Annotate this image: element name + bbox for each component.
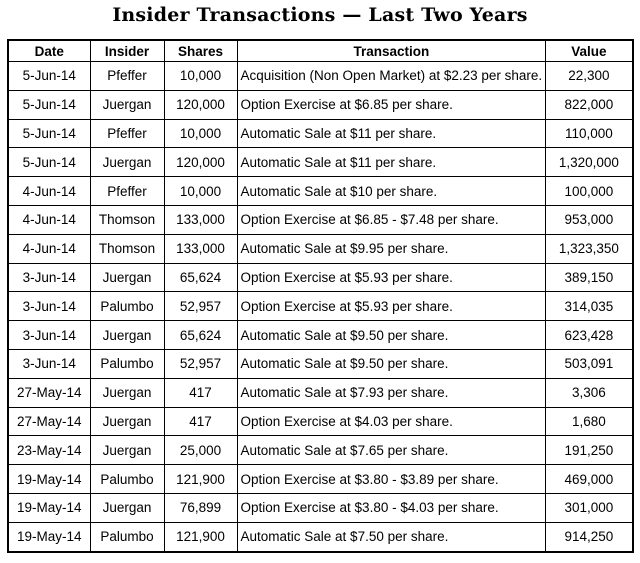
cell-transaction: Option Exercise at $5.93 per share. xyxy=(237,292,546,321)
cell-insider: Juergan xyxy=(90,436,164,465)
cell-insider: Palumbo xyxy=(90,292,164,321)
cell-value: 503,091 xyxy=(546,349,633,378)
cell-shares: 52,957 xyxy=(164,349,237,378)
cell-transaction: Automatic Sale at $7.50 per share. xyxy=(237,522,546,551)
cell-shares: 52,957 xyxy=(164,292,237,321)
column-header-transaction: Transaction xyxy=(237,40,546,62)
cell-shares: 417 xyxy=(164,378,237,407)
cell-date: 5-Jun-14 xyxy=(8,90,90,119)
cell-shares: 120,000 xyxy=(164,90,237,119)
cell-transaction: Automatic Sale at $9.50 per share. xyxy=(237,321,546,350)
cell-date: 3-Jun-14 xyxy=(8,321,90,350)
cell-shares: 25,000 xyxy=(164,436,237,465)
cell-date: 5-Jun-14 xyxy=(8,119,90,148)
cell-transaction: Automatic Sale at $10 per share. xyxy=(237,177,546,206)
cell-insider: Thomson xyxy=(90,234,164,263)
cell-value: 469,000 xyxy=(546,465,633,494)
cell-shares: 10,000 xyxy=(164,177,237,206)
cell-transaction: Automatic Sale at $7.65 per share. xyxy=(237,436,546,465)
cell-transaction: Automatic Sale at $9.95 per share. xyxy=(237,234,546,263)
column-header-date: Date xyxy=(8,40,90,62)
cell-insider: Juergan xyxy=(90,90,164,119)
table-row xyxy=(8,493,633,522)
table-row xyxy=(8,465,633,494)
cell-value: 301,000 xyxy=(546,493,633,522)
cell-date: 27-May-14 xyxy=(8,407,90,436)
cell-date: 5-Jun-14 xyxy=(8,62,90,91)
table-body xyxy=(8,62,633,552)
cell-insider: Palumbo xyxy=(90,465,164,494)
table-row xyxy=(8,148,633,177)
cell-insider: Juergan xyxy=(90,378,164,407)
cell-insider: Juergan xyxy=(90,263,164,292)
cell-date: 19-May-14 xyxy=(8,493,90,522)
cell-date: 3-Jun-14 xyxy=(8,263,90,292)
cell-value: 1,680 xyxy=(546,407,633,436)
cell-shares: 133,000 xyxy=(164,205,237,234)
cell-insider: Juergan xyxy=(90,148,164,177)
cell-shares: 65,624 xyxy=(164,263,237,292)
cell-value: 100,000 xyxy=(546,177,633,206)
cell-shares: 10,000 xyxy=(164,62,237,91)
cell-insider: Palumbo xyxy=(90,349,164,378)
cell-shares: 76,899 xyxy=(164,493,237,522)
cell-date: 27-May-14 xyxy=(8,378,90,407)
cell-shares: 121,900 xyxy=(164,522,237,551)
cell-transaction: Option Exercise at $3.80 - $3.89 per share. xyxy=(237,465,546,494)
table-header-row xyxy=(8,40,633,62)
cell-insider: Juergan xyxy=(90,321,164,350)
table-row xyxy=(8,407,633,436)
cell-transaction: Option Exercise at $6.85 - $7.48 per share. xyxy=(237,205,546,234)
cell-transaction: Acquisition (Non Open Market) at $2.23 per share. xyxy=(237,62,546,91)
cell-insider: Pfeffer xyxy=(90,119,164,148)
table-row xyxy=(8,349,633,378)
column-header-insider: Insider xyxy=(90,40,164,62)
cell-shares: 417 xyxy=(164,407,237,436)
table-row xyxy=(8,263,633,292)
cell-value: 389,150 xyxy=(546,263,633,292)
cell-shares: 133,000 xyxy=(164,234,237,263)
table-row xyxy=(8,205,633,234)
cell-date: 4-Jun-14 xyxy=(8,205,90,234)
table-row xyxy=(8,292,633,321)
cell-date: 4-Jun-14 xyxy=(8,177,90,206)
cell-insider: Palumbo xyxy=(90,522,164,551)
cell-shares: 120,000 xyxy=(164,148,237,177)
cell-insider: Thomson xyxy=(90,205,164,234)
cell-transaction: Automatic Sale at $11 per share. xyxy=(237,148,546,177)
column-header-value: Value xyxy=(546,40,633,62)
table-row xyxy=(8,234,633,263)
cell-transaction: Option Exercise at $6.85 per share. xyxy=(237,90,546,119)
table-row xyxy=(8,378,633,407)
cell-value: 110,000 xyxy=(546,119,633,148)
cell-value: 1,323,350 xyxy=(546,234,633,263)
cell-date: 5-Jun-14 xyxy=(8,148,90,177)
cell-shares: 121,900 xyxy=(164,465,237,494)
cell-insider: Pfeffer xyxy=(90,177,164,206)
cell-date: 4-Jun-14 xyxy=(8,234,90,263)
cell-date: 3-Jun-14 xyxy=(8,292,90,321)
cell-shares: 65,624 xyxy=(164,321,237,350)
cell-transaction: Option Exercise at $5.93 per share. xyxy=(237,263,546,292)
cell-value: 623,428 xyxy=(546,321,633,350)
cell-date: 19-May-14 xyxy=(8,522,90,551)
cell-date: 19-May-14 xyxy=(8,465,90,494)
table-row xyxy=(8,321,633,350)
cell-date: 3-Jun-14 xyxy=(8,349,90,378)
cell-insider: Juergan xyxy=(90,493,164,522)
insider-transactions-table xyxy=(7,39,634,553)
cell-value: 1,320,000 xyxy=(546,148,633,177)
cell-value: 914,250 xyxy=(546,522,633,551)
cell-transaction: Automatic Sale at $9.50 per share. xyxy=(237,349,546,378)
page-title: Insider Transactions — Last Two Years xyxy=(112,4,528,26)
table-row xyxy=(8,62,633,91)
cell-shares: 10,000 xyxy=(164,119,237,148)
cell-value: 191,250 xyxy=(546,436,633,465)
cell-transaction: Option Exercise at $3.80 - $4.03 per share. xyxy=(237,493,546,522)
table-row xyxy=(8,119,633,148)
cell-date: 23-May-14 xyxy=(8,436,90,465)
column-header-shares: Shares xyxy=(164,40,237,62)
table-row xyxy=(8,522,633,551)
table-row xyxy=(8,90,633,119)
table-row xyxy=(8,177,633,206)
cell-transaction: Option Exercise at $4.03 per share. xyxy=(237,407,546,436)
cell-value: 314,035 xyxy=(546,292,633,321)
cell-value: 822,000 xyxy=(546,90,633,119)
cell-insider: Pfeffer xyxy=(90,62,164,91)
cell-value: 22,300 xyxy=(546,62,633,91)
cell-transaction: Automatic Sale at $7.93 per share. xyxy=(237,378,546,407)
cell-value: 953,000 xyxy=(546,205,633,234)
cell-transaction: Automatic Sale at $11 per share. xyxy=(237,119,546,148)
table-row xyxy=(8,436,633,465)
cell-insider: Juergan xyxy=(90,407,164,436)
cell-value: 3,306 xyxy=(546,378,633,407)
